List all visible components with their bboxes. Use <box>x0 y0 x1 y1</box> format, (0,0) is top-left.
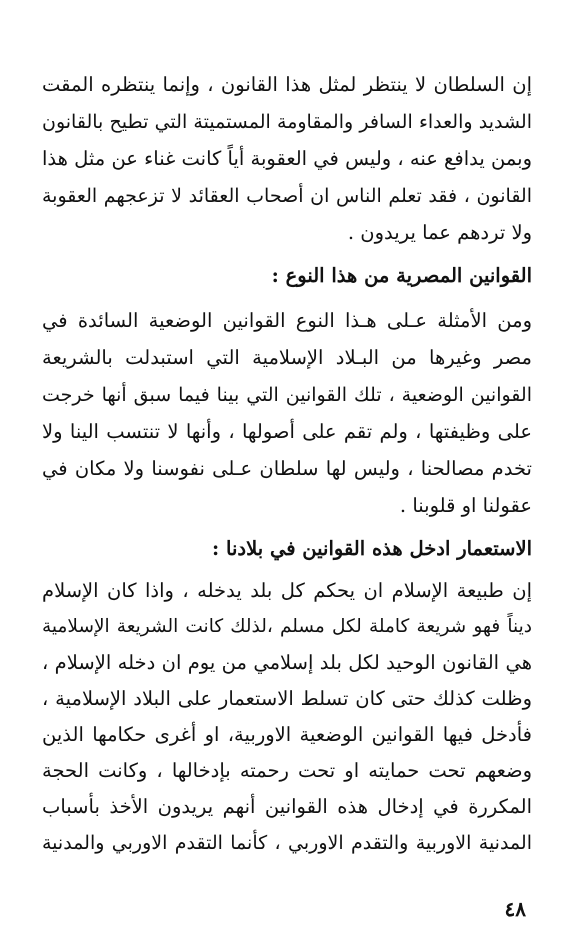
paragraph-line: تخدم مصالحنا ، وليس لها سلطان عـلى نفوسنا ولا مكان في <box>42 457 532 480</box>
paragraph-line: فأدخل فيها القوانين الوضعية الاوربية، او أغرى حكامها الذين <box>42 723 532 746</box>
paragraph-line: وبمن يدافع عنه ، وليس في العقوبة أياً كانت غناء عن مثل هذا <box>42 147 532 170</box>
paragraph-line: المدنية الاوربية والتقدم الاوربي ، كأنما التقدم الاوربي والمدنية <box>42 832 532 854</box>
paragraph-line: ولا تردهم عما يريدون . <box>347 221 532 244</box>
section-heading: القوانين المصرية من هذا النوع : <box>271 264 532 287</box>
paragraph-line: عقولنا او قلوبنا . <box>399 494 532 517</box>
section-heading: الاستعمار ادخل هذه القوانين في بلادنا : <box>212 537 532 560</box>
paragraph-line: إن طبيعة الإسلام ان يحكم كل بلد يدخله ، واذا كان الإسلام <box>42 579 532 602</box>
paragraph-line: إن السلطان لا ينتظر لمثل هذا القانون ، وإنما ينتظره المقت <box>42 73 532 96</box>
paragraph-line: القوانين الوضعية ، تلك القوانين التي بينا فيما سبق أنها خرجت <box>42 384 532 406</box>
paragraph-line: ديناً فهو شريعة كاملة لكل مسلم ،لذلك كانت الشريعة الإسلامية <box>42 616 532 637</box>
paragraph-line: وضعهم تحت حمايته او تحت رحمته بإدخالها ، وكانت الحجة <box>42 759 532 782</box>
paragraph-line: الشديد والعداء السافر والمقاومة المستميتة التي تطيح بالقانون <box>42 111 532 133</box>
paragraph-line: القانون ، فقد تعلم الناس ان أصحاب العقائد لا تزعجهم العقوبة <box>42 185 532 207</box>
paragraph-line: هي القانون الوحيد لكل بلد إسلامي من يوم ان دخله الإسلام ، <box>42 651 532 674</box>
paragraph-line: على وظيفتها ، ولم تقم على أصولها ، وأنها لا تنتسب الينا ولا <box>42 420 532 443</box>
paragraph-line: المكررة في إدخال هذه القوانين أنهم يريدون الأخذ بأسباب <box>42 795 532 818</box>
page-number: ٤٨ <box>504 897 526 921</box>
paragraph-line: مصر وغيرها من البـلاد الإسلامية التي استبدلت بالشريعة <box>42 346 532 369</box>
paragraph-line: ومن الأمثلة عـلى هـذا النوع القوانين الوضعية السائدة في <box>42 309 532 332</box>
paragraph-line: وظلت كذلك حتى كان تسلط الاستعمار على البلاد الإسلامية ، <box>42 687 532 710</box>
